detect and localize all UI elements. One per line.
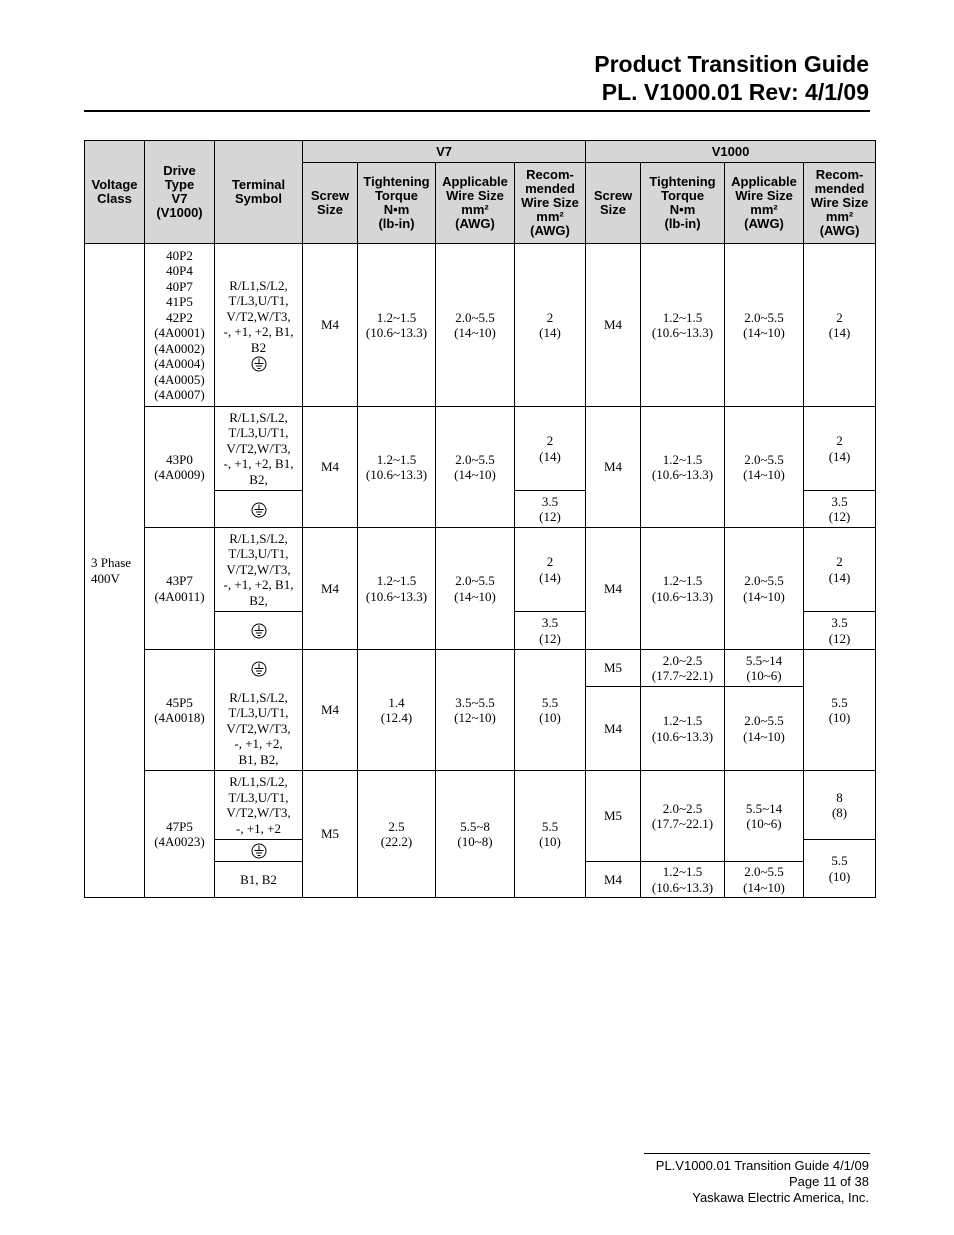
ground-symbol-icon — [251, 502, 267, 518]
terminal-symbol-cell: R/L1,S/L2, T/L3,U/T1, V/T2,W/T3, -, +1, +2 — [215, 771, 303, 840]
v7-screw-cell: M4 — [303, 650, 358, 771]
v1000-wire-b-cell: 2.0~5.5 (14~10) — [725, 687, 804, 771]
v1000-rec-a-cell: 8 (8) — [804, 771, 876, 840]
v1000-torque-b-cell: 1.2~1.5 (10.6~13.3) — [641, 862, 725, 898]
footer-rule — [644, 1153, 870, 1154]
col-header-v7-wire: Applicable Wire Size mm² (AWG) — [436, 163, 515, 244]
drive-type-cell: 47P5 (4A0023) — [145, 771, 215, 898]
terminal-symbol-cell: R/L1,S/L2, T/L3,U/T1, V/T2,W/T3, -, +1, +2, B1, B2, — [215, 528, 303, 612]
v7-rec-cell: 5.5 (10) — [515, 650, 586, 771]
terminal-spec-table — [84, 140, 876, 898]
v1000-screw-cell: M4 — [586, 528, 641, 650]
v7-wire-cell: 2.0~5.5 (14~10) — [436, 407, 515, 528]
col-header-v7-torque: Tightening Torque N•m (lb-in) — [358, 163, 436, 244]
v7-torque-cell: 1.2~1.5 (10.6~13.3) — [358, 407, 436, 528]
header-title: Product Transition Guide — [594, 51, 869, 77]
terminal-symbol-cell: R/L1,S/L2, T/L3,U/T1, V/T2,W/T3, -, +1, +2, B1, B2 — [215, 244, 303, 407]
v1000-torque-cell: 1.2~1.5 (10.6~13.3) — [641, 528, 725, 650]
ground-symbol-icon — [251, 356, 267, 372]
voltage-class-cell: 3 Phase 400V — [85, 244, 145, 898]
v1000-wire-cell: 2.0~5.5 (14~10) — [725, 528, 804, 650]
v1000-torque-a-cell: 2.0~2.5 (17.7~22.1) — [641, 650, 725, 687]
v7-torque-cell: 1.4 (12.4) — [358, 650, 436, 771]
col-header-v1000-torque: Tightening Torque N•m (lb-in) — [641, 163, 725, 244]
v7-wire-cell: 3.5~5.5 (12~10) — [436, 650, 515, 771]
v1000-wire-a-cell: 5.5~14 (10~6) — [725, 650, 804, 687]
header-doc-rev: PL. V1000.01 Rev: 4/1/09 — [601, 79, 869, 105]
v7-rec-main-cell: 2 (14) — [515, 407, 586, 491]
v1000-screw-a-cell: M5 — [586, 650, 641, 687]
v1000-rec-ground-cell: 3.5 (12) — [804, 612, 876, 650]
v1000-screw-a-cell: M5 — [586, 771, 641, 862]
page-header — [594, 50, 869, 106]
v1000-screw-cell: M4 — [586, 244, 641, 407]
drive-type-cell: 45P5 (4A0018) — [145, 650, 215, 771]
drive-type-cell: 43P7 (4A0011) — [145, 528, 215, 650]
v7-screw-cell: M4 — [303, 244, 358, 407]
v7-screw-cell: M5 — [303, 771, 358, 898]
v1000-rec-b-cell: 5.5 (10) — [804, 840, 876, 898]
v1000-rec-ground-cell: 3.5 (12) — [804, 491, 876, 528]
v1000-screw-b-cell: M4 — [586, 862, 641, 898]
v1000-wire-b-cell: 2.0~5.5 (14~10) — [725, 862, 804, 898]
col-header-v1000-rec: Recom- mended Wire Size mm² (AWG) — [804, 163, 876, 244]
v7-wire-cell: 5.5~8 (10~8) — [436, 771, 515, 898]
drive-type-cell: 43P0 (4A0009) — [145, 407, 215, 528]
terminal-ground-cell — [215, 840, 303, 862]
terminal-ground-cell — [215, 612, 303, 650]
footer-page-number: Page 11 of 38 — [789, 1174, 869, 1189]
v1000-wire-a-cell: 5.5~14 (10~6) — [725, 771, 804, 862]
ground-symbol-icon — [251, 843, 267, 859]
v1000-rec-cell: 5.5 (10) — [804, 650, 876, 771]
v1000-torque-cell: 1.2~1.5 (10.6~13.3) — [641, 244, 725, 407]
v1000-screw-cell: M4 — [586, 407, 641, 528]
terminal-ground-cell — [215, 491, 303, 528]
v1000-torque-cell: 1.2~1.5 (10.6~13.3) — [641, 407, 725, 528]
footer-company: Yaskawa Electric America, Inc. — [692, 1190, 869, 1205]
v7-wire-cell: 2.0~5.5 (14~10) — [436, 528, 515, 650]
v1000-rec-main-cell: 2 (14) — [804, 407, 876, 491]
footer-doc-title: PL.V1000.01 Transition Guide 4/1/09 — [655, 1158, 869, 1173]
col-header-v7-screw: Screw Size — [303, 163, 358, 244]
v1000-screw-b-cell: M4 — [586, 687, 641, 771]
table-row — [85, 771, 876, 840]
col-header-v1000-screw: Screw Size — [586, 163, 641, 244]
col-header-voltage-class: Voltage Class — [85, 141, 145, 244]
terminal-symbol-cell: R/L1,S/L2, T/L3,U/T1, V/T2,W/T3, -, +1, +2, B1, B2, — [215, 407, 303, 491]
group-header-v1000: V1000 — [586, 141, 876, 163]
v7-wire-cell: 2.0~5.5 (14~10) — [436, 244, 515, 407]
v7-torque-cell: 2.5 (22.2) — [358, 771, 436, 898]
v1000-wire-cell: 2.0~5.5 (14~10) — [725, 244, 804, 407]
group-header-v7: V7 — [303, 141, 586, 163]
v1000-rec-main-cell: 2 (14) — [804, 528, 876, 612]
col-header-v7-rec: Recom- mended Wire Size mm² (AWG) — [515, 163, 586, 244]
terminal-brake-cell: B1, B2 — [215, 862, 303, 898]
v1000-torque-a-cell: 2.0~2.5 (17.7~22.1) — [641, 771, 725, 862]
terminal-symbol-cell: R/L1,S/L2, T/L3,U/T1, V/T2,W/T3, -, +1, +2, B1, B2, — [215, 687, 303, 771]
page-footer — [656, 1158, 869, 1206]
v7-torque-cell: 1.2~1.5 (10.6~13.3) — [358, 244, 436, 407]
v7-screw-cell: M4 — [303, 528, 358, 650]
table-row — [85, 407, 876, 491]
table-row — [85, 244, 876, 407]
terminal-ground-cell — [215, 650, 303, 687]
v1000-torque-b-cell: 1.2~1.5 (10.6~13.3) — [641, 687, 725, 771]
v7-rec-cell: 2 (14) — [515, 244, 586, 407]
v1000-wire-cell: 2.0~5.5 (14~10) — [725, 407, 804, 528]
table-row — [85, 650, 876, 687]
col-header-v1000-wire: Applicable Wire Size mm² (AWG) — [725, 163, 804, 244]
col-header-terminal-symbol: Terminal Symbol — [215, 141, 303, 244]
v7-rec-main-cell: 2 (14) — [515, 528, 586, 612]
v1000-rec-cell: 2 (14) — [804, 244, 876, 407]
table-row — [85, 528, 876, 612]
v7-rec-ground-cell: 3.5 (12) — [515, 612, 586, 650]
v7-torque-cell: 1.2~1.5 (10.6~13.3) — [358, 528, 436, 650]
ground-symbol-icon — [251, 623, 267, 639]
col-header-drive-type: Drive Type V7 (V1000) — [145, 141, 215, 244]
drive-type-cell: 40P2 40P4 40P7 41P5 42P2 (4A0001) (4A0002) (4A0004) (4A0005) (4A0007) — [145, 244, 215, 407]
ground-symbol-icon — [251, 661, 267, 677]
v7-screw-cell: M4 — [303, 407, 358, 528]
header-rule — [84, 110, 870, 112]
v7-rec-cell: 5.5 (10) — [515, 771, 586, 898]
v7-rec-ground-cell: 3.5 (12) — [515, 491, 586, 528]
